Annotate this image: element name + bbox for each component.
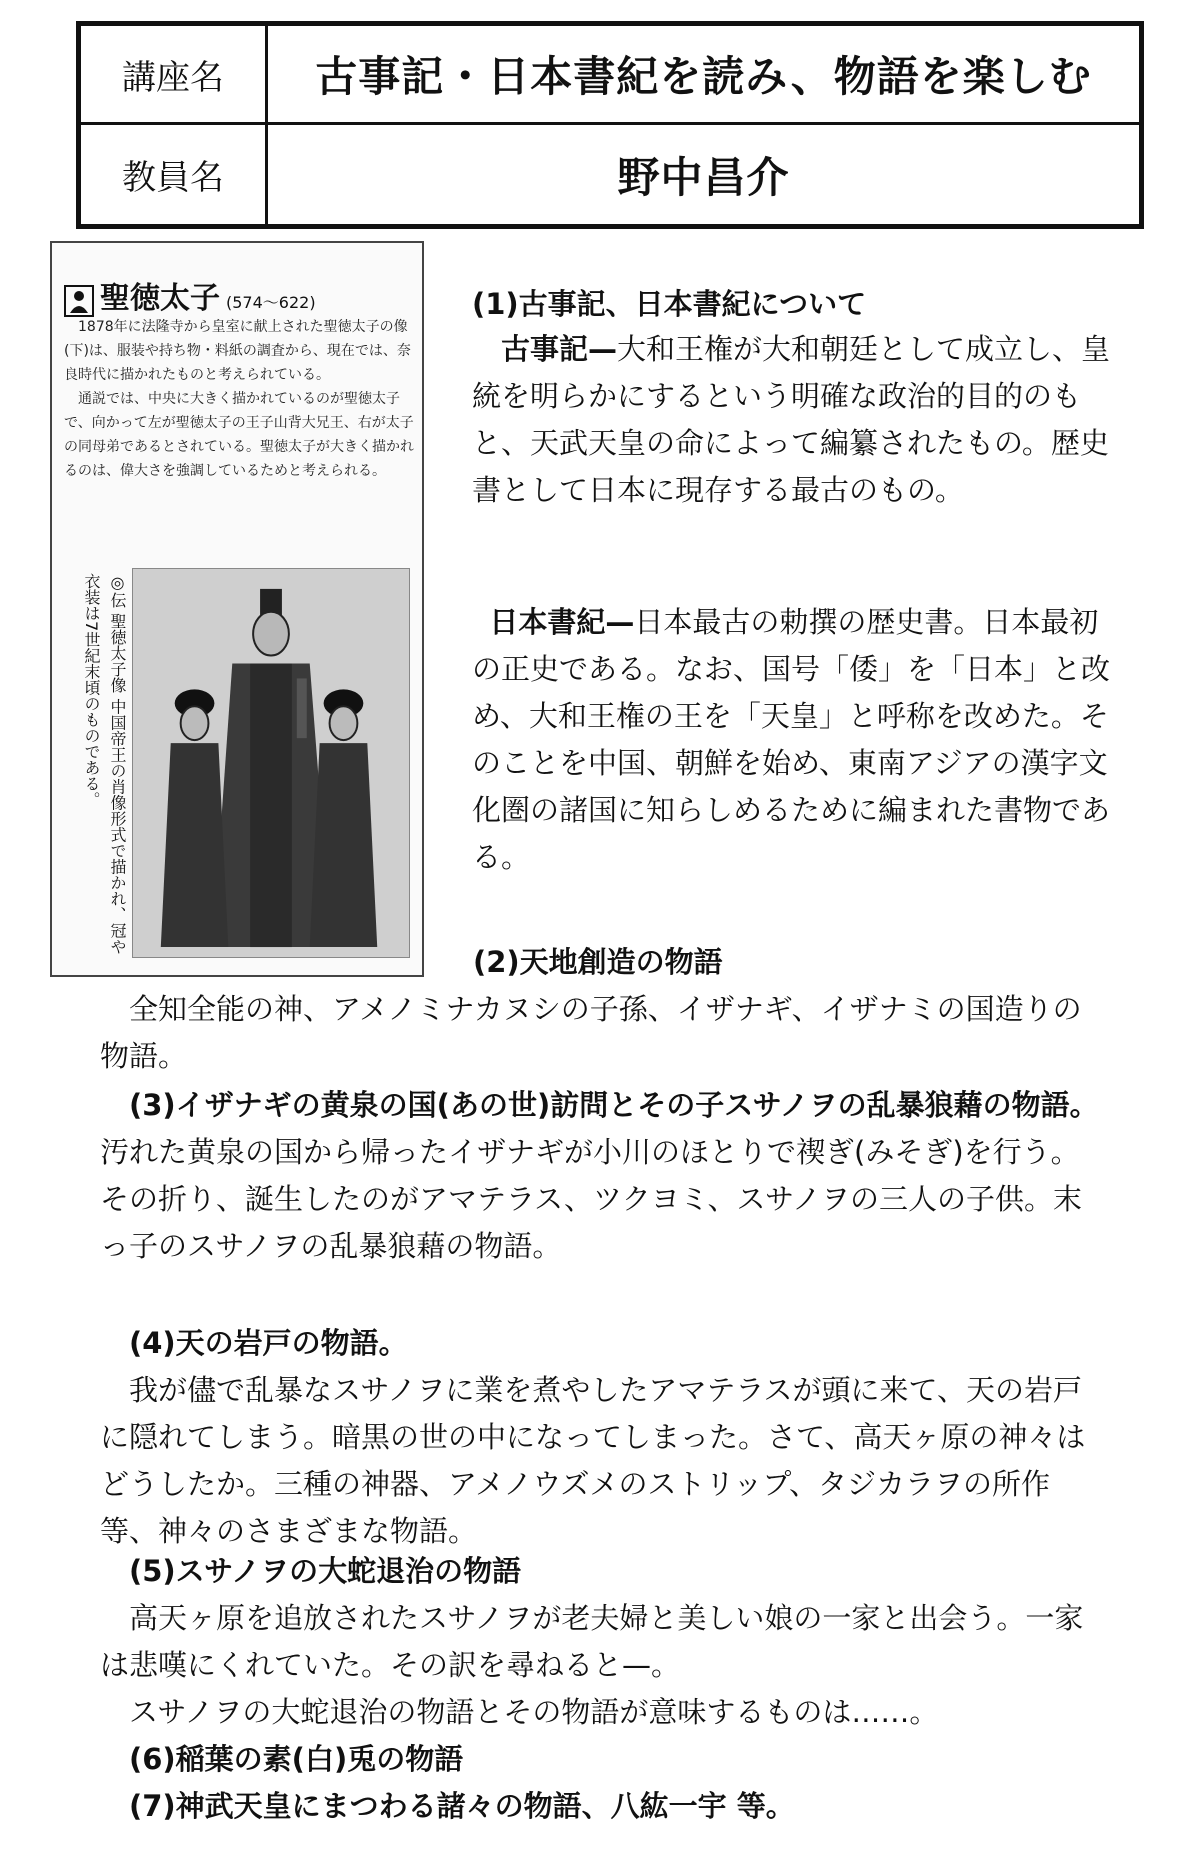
sidebar-years: (574〜622) <box>226 293 316 312</box>
section-5-block <box>100 1548 1100 1736</box>
kojiki-subheading: 古事記— <box>501 332 618 366</box>
shotoku-taishi-portrait <box>132 568 410 958</box>
section-1-kojiki <box>472 326 1112 514</box>
section-1-heading: (1)古事記、日本書紀について <box>472 287 867 321</box>
section-6-heading: (6)稲葉の素(白)兎の物語 <box>129 1742 464 1776</box>
section-5-paragraph: スサノヲの大蛇退治の物語とその物語が意味するものは……。 <box>129 1695 939 1729</box>
nihonshoki-text: 日本最古の勅撰の歴史書。日本最初の正史である。なお、国号「倭」を「日本」と改め、大和王権の王を「天皇」と呼称を改めた。そのことを中国、朝鮮を始め、東南アジアの漢字文化圏の諸国に知らしめるために編まれた書物である。 <box>472 605 1111 874</box>
person-icon <box>64 285 94 317</box>
section-5-heading: (5)スサノヲの大蛇退治の物語 <box>129 1554 522 1588</box>
sidebar-caption <box>64 315 414 483</box>
teacher-label: 教員名 <box>81 125 268 224</box>
section-2-heading: (2)天地創造の物語 <box>473 945 723 979</box>
section-6-7-block <box>100 1736 1100 1830</box>
course-name: 古事記・日本書紀を読み、物語を楽しむ <box>268 26 1139 125</box>
section-4-block <box>100 1320 1100 1555</box>
teacher-name: 野中昌介 <box>617 152 790 202</box>
section-7-heading: (7)神武天皇にまつわる諸々の物語、八紘一宇 等。 <box>129 1789 795 1823</box>
sidebar-caption-paragraph: 1878年に法隆寺から皇室に献上された聖徳太子の像(下)は、服装や持ち物・料紙の調査から、現在では、奈良時代に描かれたものと考えられている。 <box>64 319 411 383</box>
course-label: 講座名 <box>81 26 268 125</box>
sidebar-heading <box>64 273 316 317</box>
section-3-block <box>100 1082 1100 1270</box>
section-3-heading: (3)イザナギの黄泉の国(あの世)訪問とその子スサノヲの乱暴狼藉の物語。 <box>129 1088 1099 1122</box>
shotoku-taishi-sidebar <box>50 241 424 977</box>
sidebar-caption-paragraph: 通説では、中央に大きく描かれているのが聖徳太子で、向かって左が聖徳太子の王子山背大兄王、右が太子の同母弟であるとされている。聖徳太子が大きく描かれるのは、偉大さを強調しているためと考えられる。 <box>64 391 414 479</box>
section-1-nihonshoki <box>472 599 1112 881</box>
section-4-paragraph: 我が儘で乱暴なスサノヲに業を煮やしたアマテラスが頭に来て、天の岩戸に隠れてしまう。暗黒の世の中になってしまった。さて、高天ヶ原の神々はどうしたか。三種の神器、アメノウズメのストリップ、タジカラヲの所作等、神々のさまざまな物語。 <box>100 1373 1086 1548</box>
section-2-paragraph: 全知全能の神、アメノミナカヌシの子孫、イザナギ、イザナミの国造りの物語。 <box>100 992 1082 1073</box>
section-2-text <box>100 986 1100 1080</box>
section-5-paragraph: 高天ヶ原を追放されたスサノヲが老夫婦と美しい娘の一家と出会う。一家は悲嘆にくれていた。その訳を尋ねると—。 <box>100 1601 1084 1682</box>
course-header-table <box>76 21 1144 229</box>
section-4-heading: (4)天の岩戸の物語。 <box>129 1326 408 1360</box>
sidebar-name: 聖徳太子 <box>100 281 220 316</box>
kojiki-text: 大和王権が大和朝廷として成立し、皇統を明らかにするという明確な政治的目的のもと、天武天皇の命によって編纂されたもの。歴史書として日本に現存する最古のもの。 <box>472 332 1111 507</box>
section-3-paragraph: 汚れた黄泉の国から帰ったイザナギが小川のほとりで禊ぎ(みそぎ)を行う。その折り、誕生したのがアマテラス、ツクヨミ、スサノヲの三人の子供。末っ子のスサノヲの乱暴狼藉の物語。 <box>100 1135 1082 1263</box>
nihonshoki-subheading: 日本書紀— <box>489 605 635 639</box>
portrait-vertical-caption: ◎伝 聖徳太子像 中国帝王の肖像形式で描かれ、冠や衣装は7世紀末頃のものである。 <box>82 573 127 955</box>
